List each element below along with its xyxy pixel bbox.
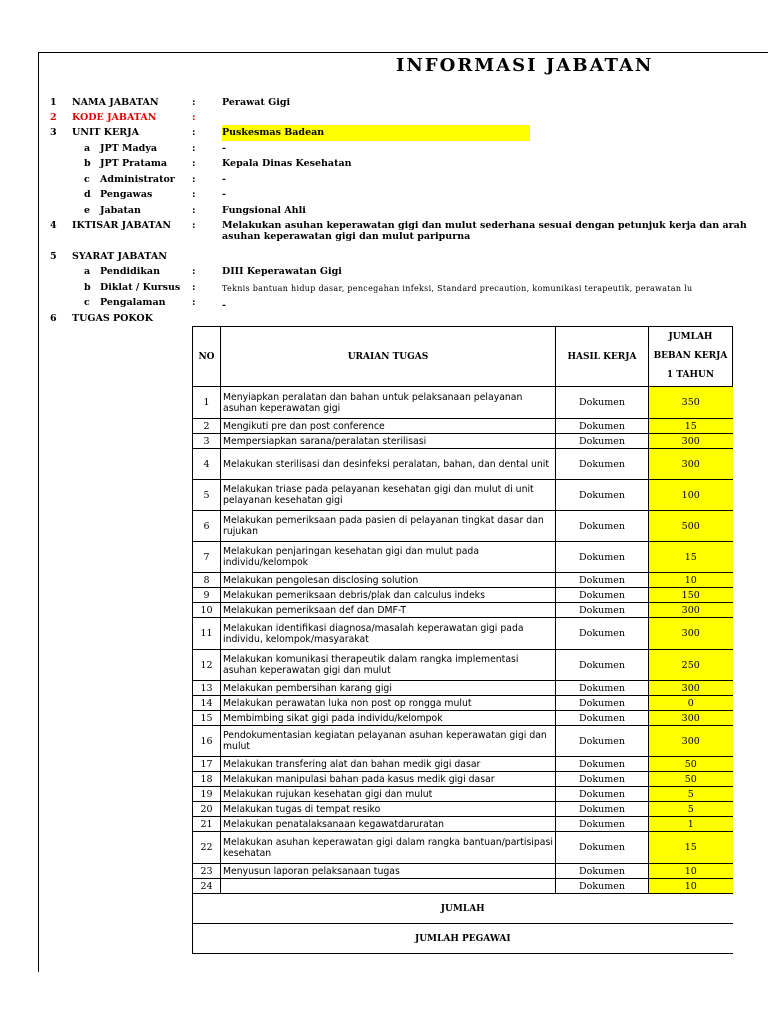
task-load: 300	[649, 711, 733, 726]
task-no: 6	[193, 511, 221, 542]
task-description: Melakukan triase pada pelayanan kesehatan gigi dan mulut di unit pelayanan kesehatan gigi	[221, 480, 556, 511]
field-sub-letter: c	[84, 174, 90, 185]
field-colon: :	[192, 205, 196, 216]
task-load: 15	[649, 419, 733, 434]
table-row	[193, 603, 733, 618]
field-label: Jabatan	[100, 205, 141, 216]
table-row	[193, 480, 733, 511]
table-row	[193, 573, 733, 588]
field-label: IKTISAR JABATAN	[72, 220, 171, 231]
field-value: Kepala Dinas Kesehatan	[222, 158, 352, 169]
field-value: Perawat Gigi	[222, 97, 291, 108]
task-no: 17	[193, 757, 221, 772]
task-result: Dokumen	[556, 573, 649, 588]
task-result: Dokumen	[556, 603, 649, 618]
task-description: Melakukan transfering alat dan bahan medik gigi dasar	[221, 757, 556, 772]
task-description: Melakukan pengolesan disclosing solution	[221, 573, 556, 588]
task-no: 2	[193, 419, 221, 434]
task-description: Melakukan penatalaksanaan kegawatdaruratan	[221, 817, 556, 832]
task-load: 5	[649, 787, 733, 802]
field-value: Puskesmas Badean	[222, 127, 325, 138]
total-row: JUMLAH	[193, 894, 733, 924]
task-result: Dokumen	[556, 480, 649, 511]
task-load: 300	[649, 449, 733, 480]
field-value-continued: asuhan keperawatan gigi dan mulut paripurna	[222, 231, 471, 242]
table-row	[193, 419, 733, 434]
field-colon: :	[192, 97, 196, 108]
task-body	[193, 387, 733, 894]
field-sub-letter: c	[84, 297, 90, 308]
field-number: 6	[50, 313, 57, 324]
task-no: 15	[193, 711, 221, 726]
header-result: HASIL KERJA	[556, 327, 649, 387]
table-row	[193, 387, 733, 419]
field-label: Diklat / Kursus	[100, 282, 181, 293]
task-description: Melakukan identifikasi diagnosa/masalah keperawatan gigi pada individu, kelompok/masyarakat	[221, 618, 556, 650]
task-no: 23	[193, 864, 221, 879]
table-row	[193, 832, 733, 864]
task-description: Membimbing sikat gigi pada individu/kelompok	[221, 711, 556, 726]
task-description: Melakukan rujukan kesehatan gigi dan mulut	[221, 787, 556, 802]
page-title: INFORMASI JABATAN	[396, 55, 654, 76]
task-result: Dokumen	[556, 434, 649, 449]
task-load: 10	[649, 573, 733, 588]
task-result: Dokumen	[556, 879, 649, 894]
task-description: Melakukan asuhan keperawatan gigi dalam rangka bantuan/partisipasi kesehatan	[221, 832, 556, 864]
task-description: Melakukan komunikasi therapeutik dalam rangka implementasi asuhan keperawatan gigi dan mulut	[221, 650, 556, 681]
field-colon: :	[192, 127, 196, 138]
task-description: Melakukan penjaringan kesehatan gigi dan mulut pada individu/kelompok	[221, 542, 556, 573]
task-load: 300	[649, 681, 733, 696]
table-row	[193, 864, 733, 879]
task-load: 150	[649, 588, 733, 603]
task-no: 11	[193, 618, 221, 650]
task-no: 13	[193, 681, 221, 696]
task-load: 300	[649, 726, 733, 757]
task-description: Menyusun laporan pelaksanaan tugas	[221, 864, 556, 879]
task-result: Dokumen	[556, 711, 649, 726]
field-sub-letter: b	[84, 282, 91, 293]
field-label: Pengalaman	[100, 297, 166, 308]
task-no: 8	[193, 573, 221, 588]
task-no: 14	[193, 696, 221, 711]
field-label: UNIT KERJA	[72, 127, 140, 138]
field-label: TUGAS POKOK	[72, 313, 153, 324]
field-value: -	[222, 300, 226, 311]
table-row	[193, 511, 733, 542]
task-description: Melakukan sterilisasi dan desinfeksi peralatan, bahan, dan dental unit	[221, 449, 556, 480]
task-load: 350	[649, 387, 733, 419]
task-table	[192, 326, 733, 954]
table-row	[193, 817, 733, 832]
field-label: Pengawas	[100, 189, 153, 200]
table-row	[193, 696, 733, 711]
table-row	[193, 588, 733, 603]
field-label: JPT Pratama	[100, 158, 168, 169]
task-description: Melakukan pembersihan karang gigi	[221, 681, 556, 696]
field-value: -	[222, 189, 226, 200]
task-result: Dokumen	[556, 757, 649, 772]
table-row	[193, 681, 733, 696]
table-row	[193, 802, 733, 817]
header-load	[649, 327, 733, 387]
top-border	[38, 52, 768, 53]
field-colon: :	[192, 143, 196, 154]
field-number: 5	[50, 251, 57, 262]
task-description: Mempersiapkan sarana/peralatan sterilisasi	[221, 434, 556, 449]
task-result: Dokumen	[556, 696, 649, 711]
staff-row: JUMLAH PEGAWAI	[193, 924, 733, 954]
field-value: Teknis bantuan hidup dasar, pencegahan infeksi, Standard precaution, komunikasi terapeutik, perawatan lu	[222, 284, 693, 293]
field-value: Fungsional Ahli	[222, 205, 306, 216]
task-result: Dokumen	[556, 542, 649, 573]
task-description: Melakukan tugas di tempat resiko	[221, 802, 556, 817]
task-no: 19	[193, 787, 221, 802]
field-colon: :	[192, 266, 196, 277]
task-description: Melakukan pemeriksaan pada pasien di pelayanan tingkat dasar dan rujukan	[221, 511, 556, 542]
field-label: SYARAT JABATAN	[72, 251, 167, 262]
field-value: DIII Keperawatan Gigi	[222, 266, 342, 277]
task-no: 10	[193, 603, 221, 618]
task-load: 100	[649, 480, 733, 511]
left-border	[38, 52, 39, 972]
header-task: URAIAN TUGAS	[221, 327, 556, 387]
table-row	[193, 449, 733, 480]
field-sub-letter: d	[84, 189, 91, 200]
field-value: Melakukan asuhan keperawatan gigi dan mulut sederhana sesuai dengan petunjuk kerja dan arah	[222, 220, 747, 231]
field-value: -	[222, 143, 226, 154]
table-row	[193, 542, 733, 573]
task-load: 500	[649, 511, 733, 542]
task-result: Dokumen	[556, 618, 649, 650]
field-colon: :	[192, 112, 196, 123]
task-no: 18	[193, 772, 221, 787]
task-result: Dokumen	[556, 864, 649, 879]
task-no: 20	[193, 802, 221, 817]
header-no: NO	[193, 327, 221, 387]
field-sub-letter: a	[84, 266, 91, 277]
table-row	[193, 772, 733, 787]
task-result: Dokumen	[556, 588, 649, 603]
header-load-line2: BEBAN KERJA	[653, 351, 728, 361]
task-load: 50	[649, 772, 733, 787]
task-no: 1	[193, 387, 221, 419]
field-number: 2	[50, 112, 57, 123]
task-no: 22	[193, 832, 221, 864]
task-load: 15	[649, 542, 733, 573]
field-colon: :	[192, 297, 196, 308]
field-colon: :	[192, 174, 196, 185]
field-number: 4	[50, 220, 57, 231]
task-load: 0	[649, 696, 733, 711]
task-result: Dokumen	[556, 387, 649, 419]
table-row	[193, 434, 733, 449]
field-colon: :	[192, 220, 196, 231]
task-load: 15	[649, 832, 733, 864]
task-load: 300	[649, 618, 733, 650]
task-no: 4	[193, 449, 221, 480]
task-result: Dokumen	[556, 681, 649, 696]
task-no: 9	[193, 588, 221, 603]
task-description: Pendokumentasian kegiatan pelayanan asuhan keperawatan gigi dan mulut	[221, 726, 556, 757]
task-result: Dokumen	[556, 772, 649, 787]
header-load-line3: 1 TAHUN	[666, 370, 715, 380]
field-number: 1	[50, 97, 57, 108]
field-label: KODE JABATAN	[72, 112, 157, 123]
task-load: 10	[649, 864, 733, 879]
header-load-line1: JUMLAH	[668, 332, 713, 342]
field-label: JPT Madya	[100, 143, 158, 154]
task-result: Dokumen	[556, 802, 649, 817]
task-description	[221, 879, 556, 894]
field-colon: :	[192, 189, 196, 200]
task-no: 12	[193, 650, 221, 681]
task-no: 16	[193, 726, 221, 757]
field-sub-letter: e	[84, 205, 91, 216]
task-description: Melakukan perawatan luka non post op rongga mulut	[221, 696, 556, 711]
field-value: -	[222, 174, 226, 185]
task-result: Dokumen	[556, 832, 649, 864]
task-load: 250	[649, 650, 733, 681]
table-row	[193, 787, 733, 802]
field-sub-letter: b	[84, 158, 91, 169]
task-result: Dokumen	[556, 419, 649, 434]
table-row	[193, 879, 733, 894]
task-result: Dokumen	[556, 817, 649, 832]
task-load: 1	[649, 817, 733, 832]
task-load: 300	[649, 603, 733, 618]
field-label: Pendidikan	[100, 266, 160, 277]
table-row	[193, 757, 733, 772]
table-row	[193, 711, 733, 726]
task-no: 7	[193, 542, 221, 573]
task-no: 5	[193, 480, 221, 511]
task-load: 10	[649, 879, 733, 894]
field-label: NAMA JABATAN	[72, 97, 159, 108]
task-description: Mengikuti pre dan post conference	[221, 419, 556, 434]
task-no: 21	[193, 817, 221, 832]
task-load: 5	[649, 802, 733, 817]
table-row	[193, 726, 733, 757]
task-load: 50	[649, 757, 733, 772]
task-result: Dokumen	[556, 650, 649, 681]
task-description: Melakukan manipulasi bahan pada kasus medik gigi dasar	[221, 772, 556, 787]
task-result: Dokumen	[556, 449, 649, 480]
field-number: 3	[50, 127, 57, 138]
task-description: Melakukan pemeriksaan debris/plak dan calculus indeks	[221, 588, 556, 603]
task-load: 300	[649, 434, 733, 449]
task-description: Melakukan pemeriksaan def dan DMF-T	[221, 603, 556, 618]
field-colon: :	[192, 282, 196, 293]
task-result: Dokumen	[556, 787, 649, 802]
field-sub-letter: a	[84, 143, 91, 154]
table-row	[193, 618, 733, 650]
table-row	[193, 650, 733, 681]
task-result: Dokumen	[556, 511, 649, 542]
task-no: 24	[193, 879, 221, 894]
task-no: 3	[193, 434, 221, 449]
field-colon: :	[192, 158, 196, 169]
task-result: Dokumen	[556, 726, 649, 757]
task-description: Menyiapkan peralatan dan bahan untuk pelaksanaan pelayanan asuhan keperawatan gigi	[221, 387, 556, 419]
field-label: Administrator	[100, 174, 175, 185]
